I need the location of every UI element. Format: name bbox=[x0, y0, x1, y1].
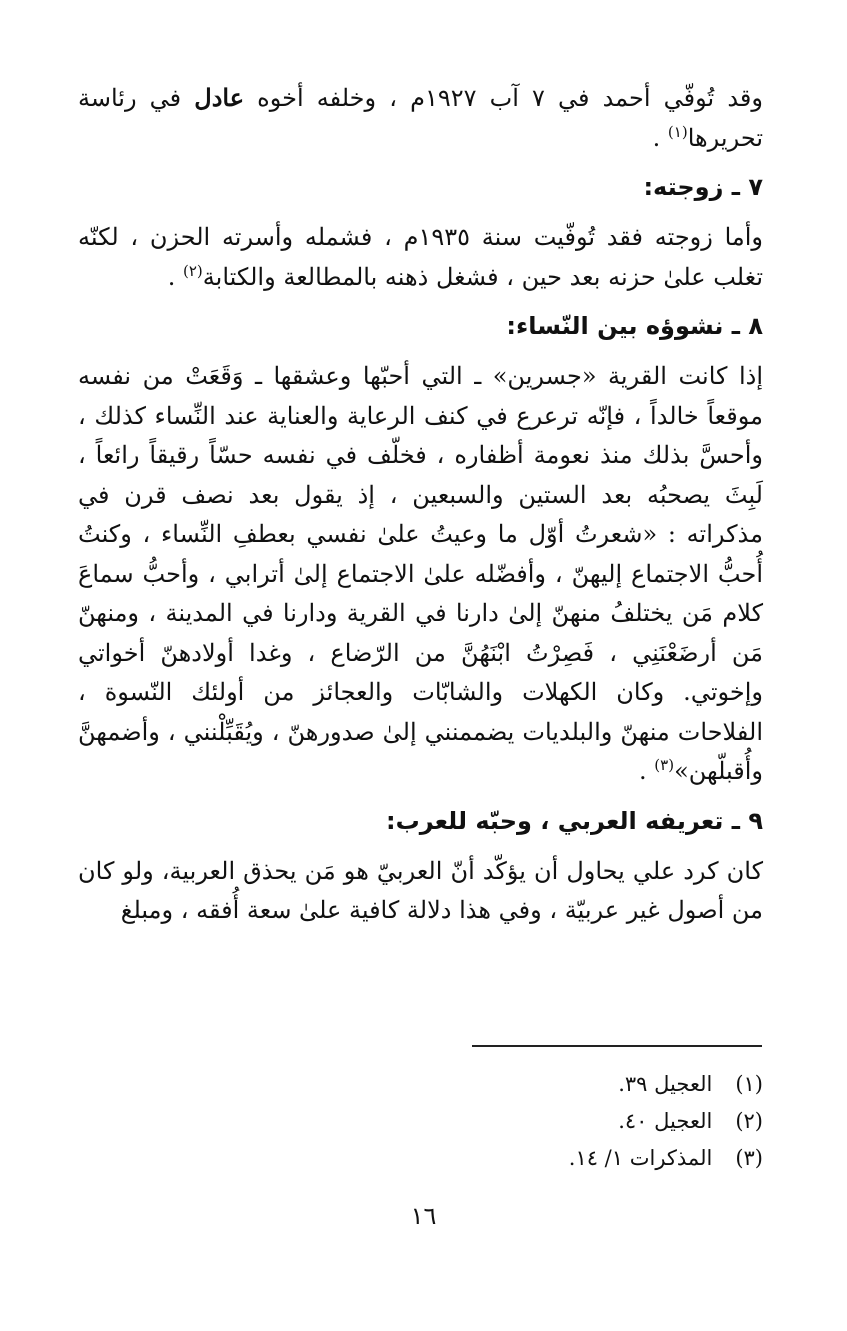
paragraph-section8 bbox=[78, 357, 763, 792]
footnote-number: (٣) bbox=[735, 1146, 763, 1170]
period: . bbox=[167, 262, 183, 291]
footnote-item bbox=[78, 1140, 763, 1177]
section8-heading: ٨ ـ نشوؤه بين النّساء: bbox=[506, 312, 763, 340]
paragraph-section7 bbox=[78, 218, 763, 297]
footnote-divider bbox=[472, 1045, 762, 1047]
paragraph-text: إذا كانت القرية «جسرين» ـ التي أحبّها وعشقها ـ وَقَعَتْ من نفسه موقعاً خالداً ، فإنّه ترعرع في كنف الرعاية والعناية عند النِّساء كذلك ، وأحسَّ بذلك منذ نعومة أظفاره ، فخلّف في نفسه حسّاً رقيقاً رائعاً ، لَبِثَ يصحبُه بعد الستين والسبعين ، إذ يقول بعد نصف قرن في مذكراته : «شعرتُ أوّل ما وعيتُ علىٰ نفسي بعطفِ النِّساء ، وكنتُ أُحبُّ الاجتماع إليهنّ ، وأفضّله علىٰ الاجتماع إلىٰ أترابي ، وأحبُّ سماعَ كلام مَن يختلفُ منهنّ إلىٰ دارنا في القرية ودارنا في المدينة ، ومنهنّ مَن أرضَعْنَنِي ، فَصِرْتُ ابْنَهُنَّ من الرّضاع ، وغدا أولادهنّ أخواتي وإخوتي. وكان الكهلات والشابّات والعجائز من أولئك النّسوة ، الفلاحات منهنّ والبلديات يضممنني إلىٰ صدورهنّ ، ويُقَبِّلْنني ، وأضمهنَّ وأُقبلّهن» bbox=[78, 362, 763, 785]
period: . bbox=[652, 123, 668, 152]
footnote-item bbox=[78, 1103, 763, 1140]
page-body bbox=[78, 78, 763, 931]
footnote-ref-3[interactable]: (٣) bbox=[654, 756, 675, 774]
footnote-item bbox=[78, 1066, 763, 1103]
page-number: ١٦ bbox=[410, 1202, 437, 1230]
paragraph-text: وقد تُوفّي أحمد في ٧ آب ١٩٢٧م ، وخلفه أخوه bbox=[244, 84, 763, 112]
footnote-text: المذكرات ١/ ١٤. bbox=[568, 1146, 713, 1170]
section9-heading: ٩ ـ تعريفه العربي ، وحبّه للعرب: bbox=[385, 806, 763, 835]
footnotes bbox=[78, 1066, 763, 1177]
section7-heading: ٧ ـ زوجته: bbox=[643, 173, 763, 201]
paragraph-section6-end bbox=[78, 78, 763, 158]
paragraph-section9 bbox=[78, 852, 763, 931]
footnote-number: (٢) bbox=[735, 1109, 763, 1133]
bold-name: عادل bbox=[194, 83, 245, 112]
paragraph-text: كان كرد علي يحاول أن يؤكّد أنّ العربيّ هو مَن يحذق العربية، ولو كان من أصول غير عربيّة ، وفي هذا دلالة كافية علىٰ سعة أُفقه ، ومبلغ bbox=[78, 856, 763, 924]
paragraph-text: في رئاسة تحريرها bbox=[78, 84, 763, 152]
footnote-number: (١) bbox=[735, 1072, 763, 1096]
footnote-text: العجيل ٣٩. bbox=[618, 1072, 713, 1096]
footnote-text: العجيل ٤٠. bbox=[618, 1109, 713, 1133]
paragraph-text: وأما زوجته فقد تُوفّيت سنة ١٩٣٥م ، فشمله وأسرته الحزن ، لكنّه تغلب علىٰ حزنه بعد حين ، فشغل ذهنه بالمطالعة والكتابة bbox=[78, 223, 764, 291]
footnote-ref-1[interactable]: (١) bbox=[667, 122, 688, 141]
period: . bbox=[639, 757, 655, 785]
footnote-ref-2[interactable]: (٢) bbox=[182, 261, 203, 280]
